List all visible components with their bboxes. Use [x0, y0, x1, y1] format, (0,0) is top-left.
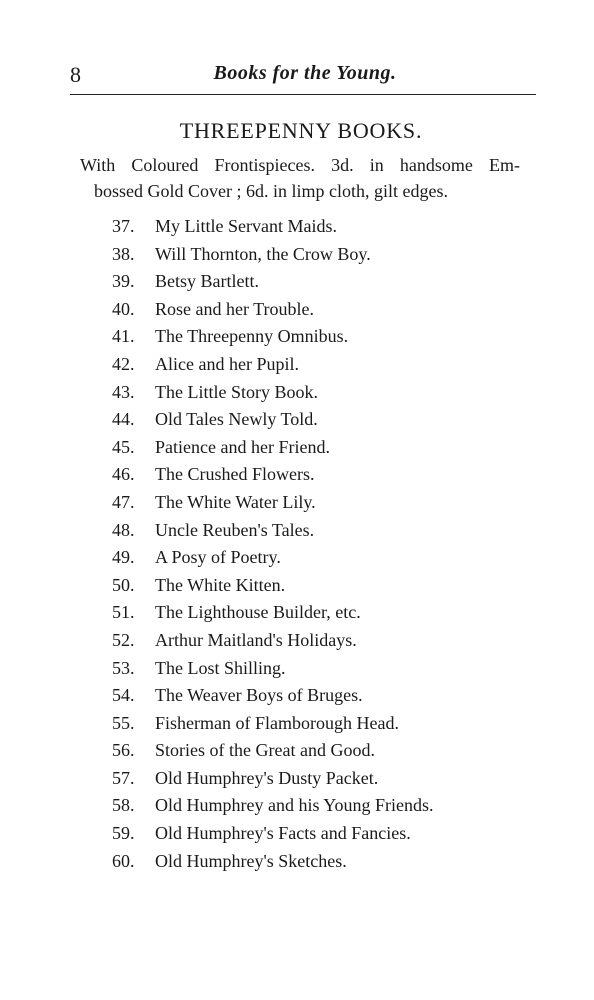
book-title: The Lighthouse Builder, etc.: [155, 602, 361, 623]
book-title: The Weaver Boys of Bruges.: [155, 685, 363, 706]
book-number: 50.: [112, 574, 135, 595]
book-number: 52.: [112, 629, 135, 650]
list-item: [112, 268, 532, 296]
book-title: Old Tales Newly Told.: [155, 409, 318, 430]
running-head: [70, 56, 540, 92]
book-number: 47.: [112, 491, 135, 512]
book-number: 51.: [112, 602, 135, 623]
book-number: 44.: [112, 409, 135, 430]
description-line-1: With Coloured Frontispieces. 3d. in handsome Em-: [80, 155, 520, 175]
list-item: [112, 489, 532, 517]
book-title: Stories of the Great and Good.: [155, 740, 375, 761]
book-number: 49.: [112, 547, 135, 568]
list-item: [112, 213, 532, 241]
book-number: 57.: [112, 767, 135, 788]
running-title: Books for the Young.: [213, 62, 397, 84]
book-number: 40.: [112, 298, 135, 319]
list-item: [112, 572, 532, 600]
list-item: [112, 461, 532, 489]
list-item: [112, 792, 532, 820]
list-item: [112, 627, 532, 655]
list-item: [112, 820, 532, 848]
book-title: Will Thornton, the Crow Boy.: [155, 243, 371, 264]
book-title: The Little Story Book.: [155, 381, 318, 402]
list-item: [112, 765, 532, 793]
list-item: [112, 682, 532, 710]
book-title: Uncle Reuben's Tales.: [155, 519, 315, 540]
list-item: [112, 599, 532, 627]
description-line-2: bossed Gold Cover ; 6d. in limp cloth, gilt edges.: [94, 181, 448, 201]
book-title: Arthur Maitland's Holidays.: [155, 629, 357, 650]
book-title: The White Water Lily.: [155, 491, 316, 512]
book-title: My Little Servant Maids.: [155, 216, 337, 236]
list-item: [112, 737, 532, 765]
list-item: [112, 434, 532, 462]
list-item: [112, 379, 532, 407]
book-title: The Lost Shilling.: [155, 657, 286, 678]
book-title: Rose and her Trouble.: [155, 298, 314, 319]
book-title: Old Humphrey's Dusty Packet.: [155, 767, 379, 788]
book-title: Old Humphrey's Facts and Fancies.: [155, 823, 411, 844]
list-item: [112, 323, 532, 351]
list-item: [112, 848, 532, 876]
book-number: 58.: [112, 795, 135, 816]
book-title: Alice and her Pupil.: [155, 353, 299, 374]
book-number: 60.: [112, 850, 135, 871]
book-number: 46.: [112, 464, 135, 485]
book-title: Betsy Bartlett.: [155, 271, 259, 292]
book-title: Fisherman of Flamborough Head.: [155, 712, 399, 733]
book-title: Old Humphrey's Sketches.: [155, 850, 347, 871]
book-number: 55.: [112, 712, 135, 733]
book-number: 48.: [112, 519, 135, 540]
book-number: 38.: [112, 243, 135, 264]
book-title: Patience and her Friend.: [155, 436, 330, 457]
book-title: The White Kitten.: [155, 574, 286, 595]
book-title: A Posy of Poetry.: [155, 547, 281, 568]
book-list: [112, 213, 532, 875]
book-number: 42.: [112, 353, 135, 374]
book-number: 37.: [112, 216, 135, 236]
list-item: [112, 241, 532, 269]
book-number: 41.: [112, 326, 135, 347]
list-item: [112, 544, 532, 572]
book-number: 39.: [112, 271, 135, 292]
list-item: [112, 655, 532, 683]
header-rule: [70, 94, 536, 95]
book-title: The Crushed Flowers.: [155, 464, 315, 485]
list-item: [112, 296, 532, 324]
section-title: THREEPENNY BOOKS.: [179, 118, 423, 143]
list-item: [112, 351, 532, 379]
book-title: Old Humphrey and his Young Friends.: [155, 795, 434, 816]
book-number: 43.: [112, 381, 135, 402]
book-number: 54.: [112, 685, 135, 706]
page-number: 8: [70, 62, 81, 87]
list-item: [112, 406, 532, 434]
section-description: [80, 152, 520, 204]
book-number: 59.: [112, 823, 135, 844]
list-item: [112, 517, 532, 545]
book-number: 45.: [112, 436, 135, 457]
book-number: 56.: [112, 740, 135, 761]
list-item: [112, 710, 532, 738]
book-title: The Threepenny Omnibus.: [155, 326, 349, 347]
book-number: 53.: [112, 657, 135, 678]
